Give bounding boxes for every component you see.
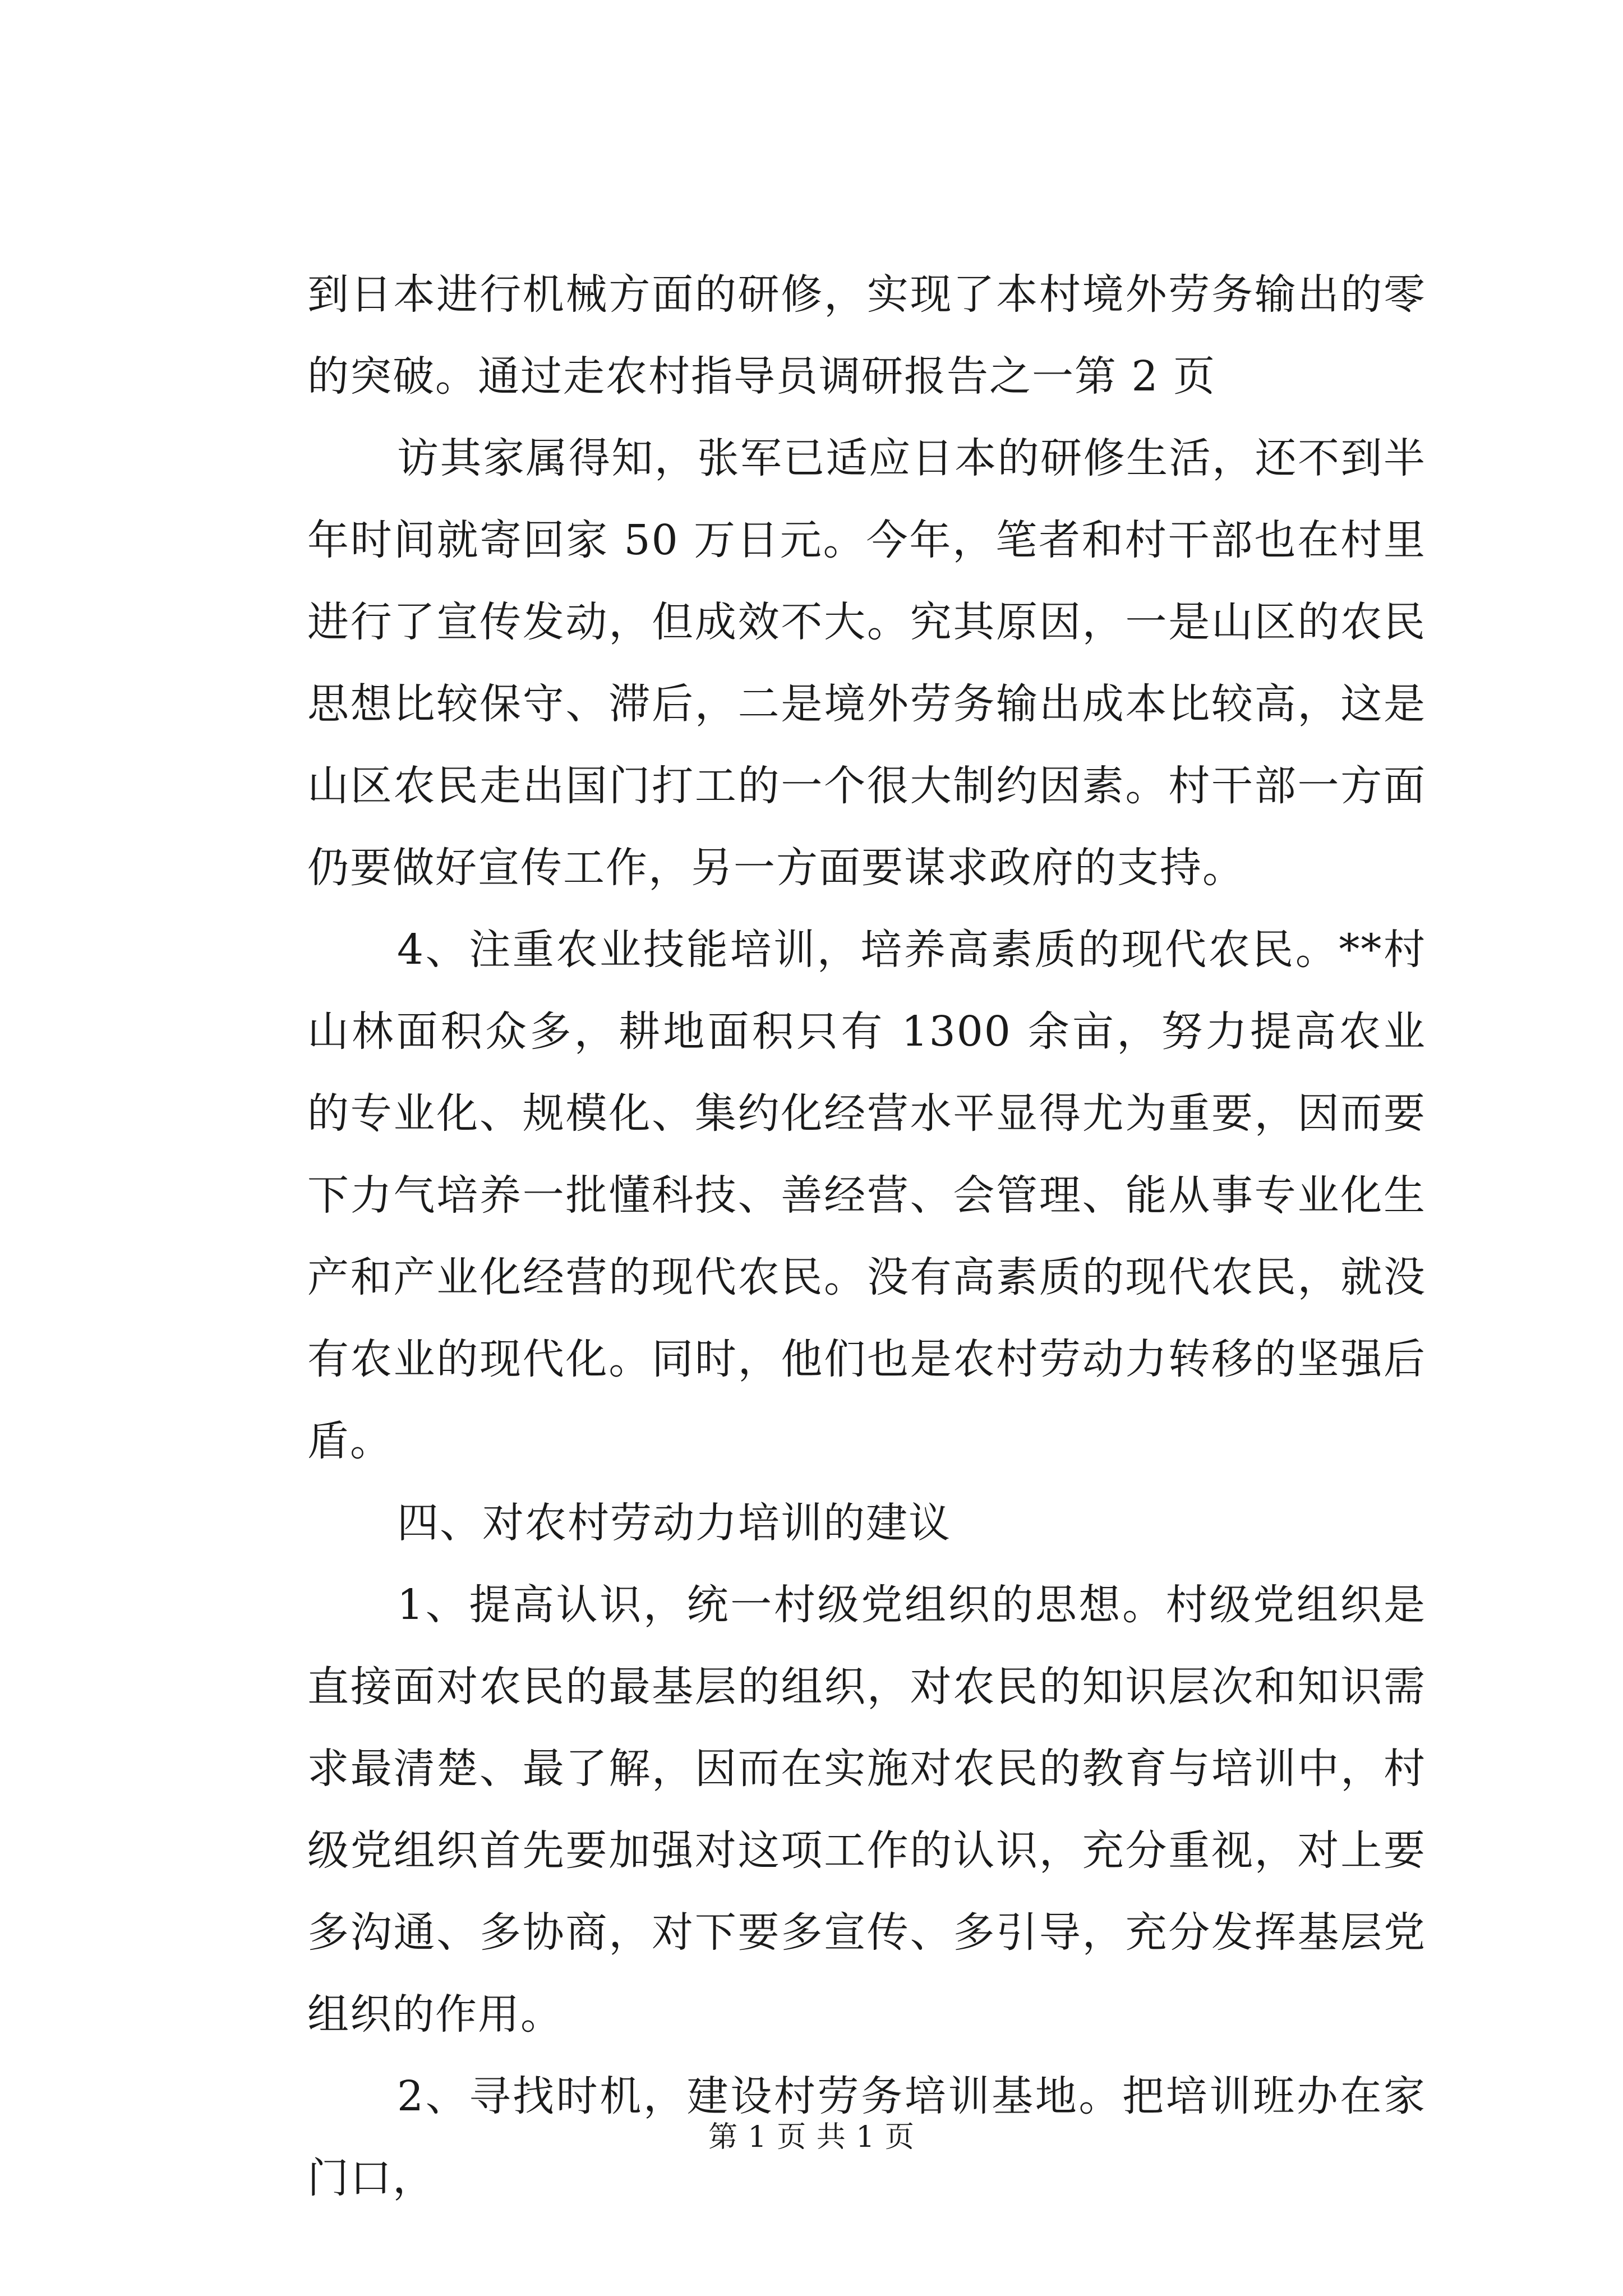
paragraph-skills-training: 4、注重农业技能培训，培养高素质的现代农民。**村山林面积众多，耕地面积只有 1300 余亩，努力提高农业的专业化、规模化、集约化经营水平显得尤为重要，因而要下力气培养一批懂科技、善经营、会管理、能从事专业化生产和产业化经营的现代农民。没有高素质的现代农民，就没有农业的现代化。同时，他们也是农村劳动力转移的坚强后盾。: [307, 926, 1426, 1465]
section-heading-suggestions: 四、对农村劳动力培训的建议: [397, 1499, 951, 1547]
paragraph-suggestion-1: 1、提高认识，统一村级党组织的思想。村级党组织是直接面对农民的最基层的组织，对农民的知识层次和知识需求最清楚、最了解，因而在实施对农民的教育与培训中，村级党组织首先要加强对这项工作的认识，充分重视，对上要多沟通、多协商，对下要多宣传、多引导，充分发挥基层党组织的作用。: [307, 1581, 1426, 2039]
paragraph-continuation: 到日本进行机械方面的研修，实现了本村境外劳务输出的零的突破。通过走农村指导员调研报告之一第 2 页: [307, 270, 1426, 401]
paragraph-suggestion-2: 2、寻找时机，建设村劳务培训基地。把培训班办在家门口，: [307, 2072, 1426, 2202]
paragraph-family-visit: 访其家属得知，张军已适应日本的研修生活，还不到半年时间就寄回家 50 万日元。今年，笔者和村干部也在村里进行了宣传发动，但成效不大。究其原因，一是山区的农民思想比较保守、滞后，二是境外劳务输出成本比较高，这是山区农民走出国门打工的一个很大制约因素。村干部一方面仍要做好宣传工作，另一方面要谋求政府的支持。: [307, 434, 1426, 892]
page-footer: 第 1 页 共 1 页: [708, 2120, 915, 2154]
body-text: [307, 254, 1426, 2219]
